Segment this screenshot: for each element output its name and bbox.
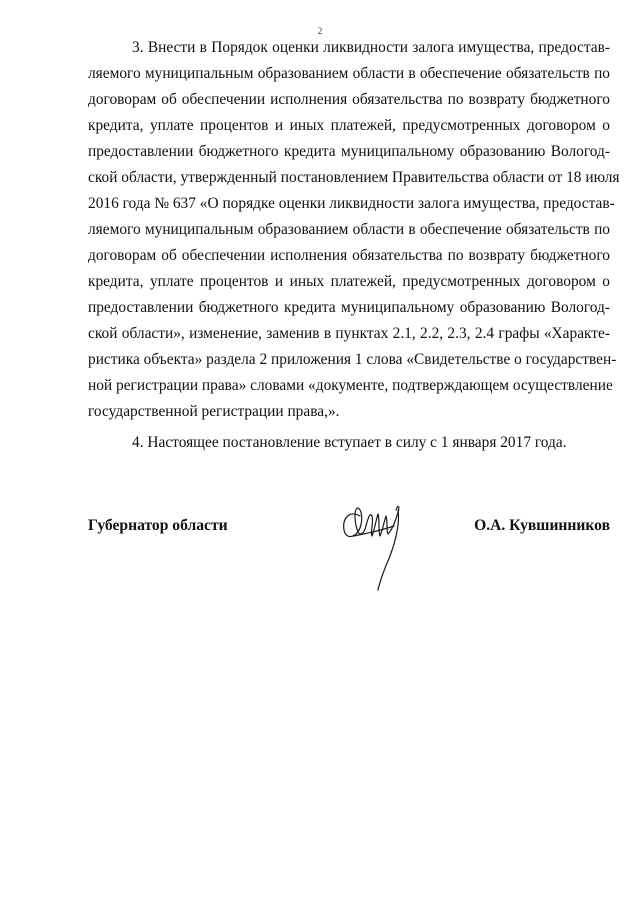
- paragraph-3-line: 2016 года № 637 «О порядке оценки ликвидности залога имущества, предостав-: [88, 195, 615, 212]
- paragraph-3-line: ляемого муниципальным образованием области в обеспечение обязательств по: [88, 65, 610, 82]
- paragraph-3-line: ской области, утвержденный постановлением Правительства области от 18 июля: [88, 169, 620, 186]
- paragraph-3-line: ристика объекта» раздела 2 приложения 1 слова «Свидетельстве о государствен-: [88, 351, 617, 368]
- signatory-name: О.А. Кувшинников: [474, 517, 610, 534]
- paragraph-3-line: предоставлении бюджетного кредита муниципальному образованию Вологод-: [88, 143, 610, 160]
- paragraph-3-line: договорам об обеспечении исполнения обязательства по возврату бюджетного: [88, 91, 610, 108]
- paragraph-3-line: кредита, уплате процентов и иных платежей, предусмотренных договором о: [88, 273, 610, 290]
- handwritten-signature: [336, 496, 416, 596]
- paragraph-4: 4. Настоящее постановление вступает в силу с 1 января 2017 года.: [132, 434, 567, 451]
- paragraph-3-line: ляемого муниципальным образованием области в обеспечение обязательств по: [88, 221, 610, 238]
- paragraph-3-line: ской области», изменение, заменив в пунктах 2.1, 2.2, 2.3, 2.4 графы «Характе-: [88, 325, 610, 342]
- paragraph-3-line: кредита, уплате процентов и иных платежей, предусмотренных договором о: [88, 117, 610, 134]
- page-number: 2: [317, 26, 323, 36]
- paragraph-3-line: государственной регистрации права,».: [88, 403, 340, 420]
- paragraph-3-line: предоставлении бюджетного кредита муниципальному образованию Вологод-: [88, 299, 610, 316]
- paragraph-3-line: 3. Внести в Порядок оценки ликвидности залога имущества, предостав-: [132, 39, 610, 56]
- paragraph-3-line: договорам об обеспечении исполнения обязательства по возврату бюджетного: [88, 247, 610, 264]
- signatory-title: Губернатор области: [88, 517, 228, 534]
- paragraph-3-line: ной регистрации права» словами «документе, подтверждающем осуществление: [88, 377, 613, 394]
